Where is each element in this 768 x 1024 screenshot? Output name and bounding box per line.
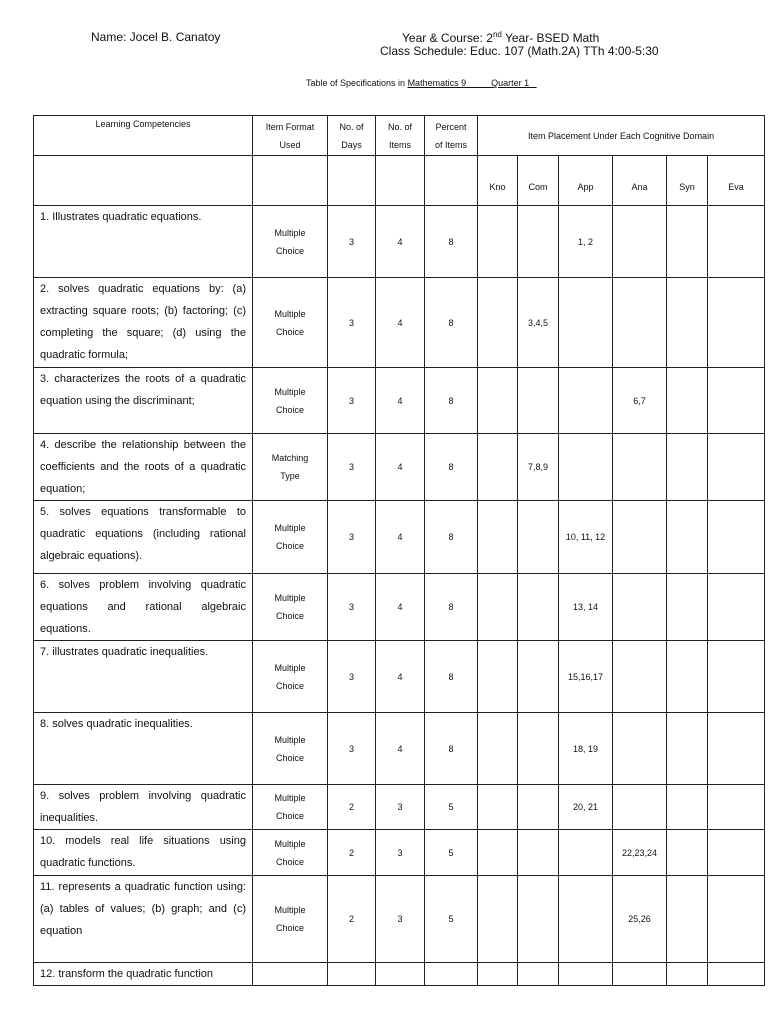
format-line-1: Multiple [274,593,306,603]
percent-cell: 5 [425,830,478,876]
domain-com: Com [518,156,559,206]
days-cell: 3 [328,713,376,785]
com-cell [518,501,559,574]
ana-cell [613,206,667,278]
com-cell [518,368,559,434]
format-line-1: Multiple [274,662,306,673]
app-cell: 13, 14 [559,574,613,641]
table-row [34,876,765,963]
tos-title-prefix: Table of Specifications in [306,78,408,88]
year-course-prefix: Year & Course: 2 [402,31,493,45]
header-days [328,116,376,156]
format-line-1: Multiple [274,734,306,745]
header-competencies: Learning Competencies [34,116,253,156]
com-cell [518,206,559,278]
format-line-1: Matching [271,453,309,463]
percent-cell: 8 [425,278,478,368]
format-cell [253,641,328,713]
format-line-2: Type [280,471,300,481]
ana-cell [613,434,667,501]
header-days-l1: No. of [339,121,364,132]
syn-cell [667,963,708,986]
format-line-1: Multiple [274,523,306,533]
syn-cell [667,830,708,876]
com-cell [518,963,559,986]
header-percent-l2: of Items [434,139,467,150]
items-cell: 4 [376,641,425,713]
app-cell [559,368,613,434]
items-cell: 4 [376,501,425,574]
items-cell: 3 [376,830,425,876]
header-item-format-l2: Used [279,139,301,150]
blank-cell [34,156,253,206]
table-row [34,368,765,434]
syn-cell [667,368,708,434]
competency-cell: 1. Illustrates quadratic equations. [34,206,253,278]
kno-cell [478,963,518,986]
app-cell: 18, 19 [559,713,613,785]
format-line-2: Choice [275,611,304,621]
blank-cell [425,156,478,206]
eva-cell [708,785,765,830]
blank-cell [376,156,425,206]
domain-header-row [34,156,765,206]
days-cell [328,963,376,986]
format-line-2: Choice [275,541,304,551]
app-cell: 1, 2 [559,206,613,278]
days-cell: 2 [328,876,376,963]
days-cell: 3 [328,278,376,368]
kno-cell [478,785,518,830]
format-cell [253,368,328,434]
items-cell: 4 [376,206,425,278]
items-cell: 4 [376,434,425,501]
format-cell [253,434,328,501]
ana-cell [613,785,667,830]
eva-cell [708,641,765,713]
syn-cell [667,713,708,785]
competency-cell: 10. models real life situations using quadratic functions. [34,830,253,876]
domain-syn: Syn [667,156,708,206]
eva-cell [708,574,765,641]
format-cell [253,501,328,574]
domain-eva: Eva [708,156,765,206]
header-percent-l1: Percent [435,121,467,132]
table-row [34,501,765,574]
format-line-1: Multiple [274,386,306,397]
ana-cell [613,713,667,785]
eva-cell [708,278,765,368]
com-cell [518,574,559,641]
days-cell: 3 [328,641,376,713]
days-cell: 3 [328,501,376,574]
competency-cell: 9. solves problem involving quadratic inequalities. [34,785,253,830]
items-cell: 3 [376,876,425,963]
syn-cell [667,501,708,574]
eva-cell [708,876,765,963]
percent-cell: 8 [425,434,478,501]
table-row [34,206,765,278]
kno-cell [478,641,518,713]
app-cell [559,278,613,368]
domain-ana: Ana [613,156,667,206]
header-percent [425,116,478,156]
format-line-1: Multiple [274,905,306,915]
domain-app: App [559,156,613,206]
class-schedule: Class Schedule: Educ. 107 (Math.2A) TTh 4:00-5:30 [380,44,659,58]
table-row [34,278,765,368]
format-line-2: Choice [275,404,304,415]
kno-cell [478,434,518,501]
eva-cell [708,713,765,785]
format-line-2: Choice [275,811,304,821]
header-placement: Item Placement Under Each Cognitive Domain [478,116,765,156]
items-cell: 4 [376,278,425,368]
eva-cell [708,963,765,986]
format-cell [253,963,328,986]
kno-cell [478,278,518,368]
syn-cell [667,785,708,830]
table-row [34,574,765,641]
table-row [34,785,765,830]
competency-cell: 7. illustrates quadratic inequalities. [34,641,253,713]
app-cell [559,434,613,501]
competency-cell: 4. describe the relationship between the coefficients and the roots of a quadratic equation; [34,434,253,501]
eva-cell [708,830,765,876]
table-row [34,713,765,785]
format-line-2: Choice [275,680,304,691]
com-cell [518,876,559,963]
blank-cell [328,156,376,206]
com-cell [518,713,559,785]
items-cell: 4 [376,713,425,785]
ana-cell: 25,26 [613,876,667,963]
ana-cell [613,963,667,986]
percent-cell [425,963,478,986]
items-cell: 4 [376,368,425,434]
syn-cell [667,876,708,963]
com-cell [518,830,559,876]
ana-cell: 22,23,24 [613,830,667,876]
days-cell: 2 [328,785,376,830]
format-line-2: Choice [275,923,304,933]
app-cell: 20, 21 [559,785,613,830]
competency-cell: 2. solves quadratic equations by: (a) extracting square roots; (b) factoring; (c) completing the square; (d) using the quadratic formula; [34,278,253,368]
app-cell: 15,16,17 [559,641,613,713]
eva-cell [708,434,765,501]
table-row [34,641,765,713]
percent-cell: 8 [425,641,478,713]
eva-cell [708,368,765,434]
app-cell [559,876,613,963]
format-cell [253,206,328,278]
format-cell [253,574,328,641]
items-cell: 4 [376,574,425,641]
kno-cell [478,830,518,876]
specifications-table [33,115,765,986]
competency-cell: 11. represents a quadratic function using: (a) tables of values; (b) graph; and (c) equation [34,876,253,963]
format-line-2: Choice [275,245,304,256]
app-cell: 10, 11, 12 [559,501,613,574]
competency-cell: 12. transform the quadratic function [34,963,253,986]
percent-cell: 8 [425,206,478,278]
format-line-2: Choice [275,326,304,337]
blank-cell [253,156,328,206]
percent-cell: 8 [425,501,478,574]
com-cell: 3,4,5 [518,278,559,368]
days-cell: 3 [328,206,376,278]
format-line-1: Multiple [274,308,306,319]
kno-cell [478,876,518,963]
kno-cell [478,368,518,434]
format-line-2: Choice [275,752,304,763]
items-cell [376,963,425,986]
header-days-l2: Days [341,139,362,150]
year-course-superscript: nd [492,30,502,39]
kno-cell [478,206,518,278]
ana-cell [613,501,667,574]
competency-cell: 6. solves problem involving quadratic equations and rational algebraic equations. [34,574,253,641]
header-items-l1: No. of [387,121,412,132]
days-cell: 2 [328,830,376,876]
syn-cell [667,434,708,501]
kno-cell [478,713,518,785]
com-cell: 7,8,9 [518,434,559,501]
syn-cell [667,206,708,278]
competency-cell: 3. characterizes the roots of a quadratic equation using the discriminant; [34,368,253,434]
header-item-format [253,116,328,156]
year-course-suffix: Year- BSED Math [501,31,600,45]
ana-cell [613,278,667,368]
days-cell: 3 [328,434,376,501]
items-cell: 3 [376,785,425,830]
syn-cell [667,574,708,641]
year-course [402,30,599,45]
header-row [34,116,765,156]
ana-cell [613,641,667,713]
format-cell [253,830,328,876]
domain-kno: Kno [478,156,518,206]
tos-subject: Mathematics 9 [407,78,492,88]
kno-cell [478,501,518,574]
format-cell [253,278,328,368]
kno-cell [478,574,518,641]
days-cell: 3 [328,368,376,434]
ana-cell: 6,7 [613,368,667,434]
percent-cell: 8 [425,574,478,641]
eva-cell [708,206,765,278]
days-cell: 3 [328,574,376,641]
app-cell [559,963,613,986]
syn-cell [667,278,708,368]
format-cell [253,713,328,785]
competency-cell: 8. solves quadratic inequalities. [34,713,253,785]
table-row [34,830,765,876]
com-cell [518,641,559,713]
app-cell [559,830,613,876]
ana-cell [613,574,667,641]
percent-cell: 5 [425,785,478,830]
header-items-l2: Items [388,139,411,150]
format-line-1: Multiple [274,227,306,238]
header-item-format-l1: Item Format [265,121,315,132]
percent-cell: 5 [425,876,478,963]
format-line-1: Multiple [274,793,306,803]
table-row [34,434,765,501]
com-cell [518,785,559,830]
tos-quarter: Quarter 1 [491,78,537,88]
student-name: Name: Jocel B. Canatoy [91,30,221,44]
eva-cell [708,501,765,574]
format-cell [253,785,328,830]
tos-title [306,78,537,88]
competency-cell: 5. solves equations transformable to quadratic equations (including rational algebraic equations). [34,501,253,574]
table-row [34,963,765,986]
percent-cell: 8 [425,713,478,785]
format-line-1: Multiple [274,838,306,849]
percent-cell: 8 [425,368,478,434]
header-items [376,116,425,156]
format-cell [253,876,328,963]
syn-cell [667,641,708,713]
format-line-2: Choice [275,856,304,867]
table-body [34,206,765,986]
